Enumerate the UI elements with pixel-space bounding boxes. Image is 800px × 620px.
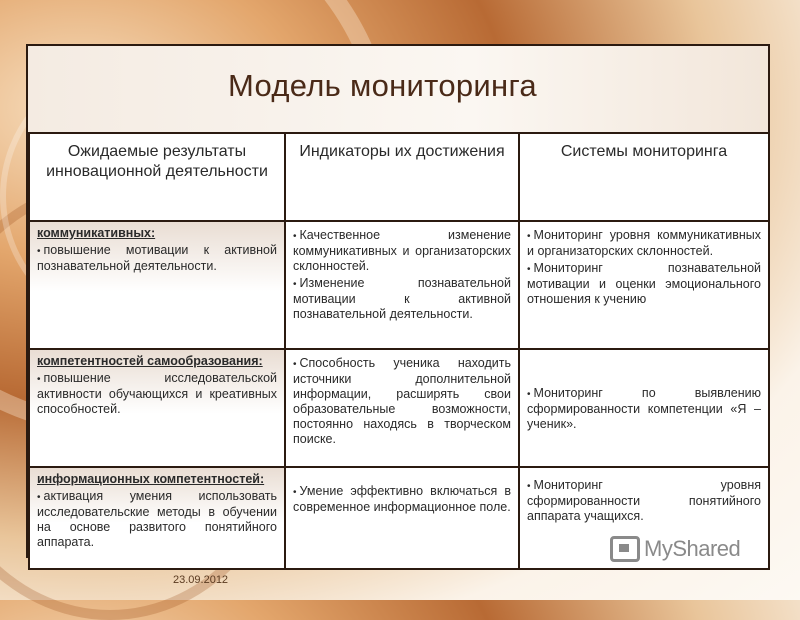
list-item: • Качественное изменение коммуникативных и организаторских склонностей. (293, 228, 511, 273)
list-item: • Мониторинг уровня коммуникативных и организаторских склонностей. (527, 228, 761, 258)
results-cell (29, 467, 285, 569)
bullet-icon: • (293, 487, 297, 498)
category-label: компетентностей самообразования: (37, 354, 263, 368)
indicators-cell (285, 349, 519, 467)
bullet-icon: • (293, 231, 297, 242)
header-indicators: Индикаторы их достижения (285, 133, 519, 221)
bullet-icon: • (527, 481, 531, 492)
monitoring-cell (519, 349, 769, 467)
category-label: коммуникативных: (37, 226, 156, 240)
title-bar (28, 46, 768, 132)
watermark-text: MyShared (644, 536, 741, 561)
list-item: • Способность ученика находить источники дополнительной информации, расширять свои образовательные возможности, постоянно находясь в творческом поиске. (293, 356, 511, 446)
bullet-icon: • (527, 389, 531, 400)
monitoring-table (28, 132, 770, 570)
list-item: • активация умения использовать исследовательские методы в обучении на основе развитого понятийного аппарата. (37, 489, 277, 549)
list-item: • Изменение познавательной мотивации к активной познавательной деятельности. (293, 276, 511, 321)
list-item: • повышение исследовательской активности обучающихся и креативных способностей. (37, 371, 277, 416)
bullet-icon: • (293, 359, 297, 370)
myshared-logo-icon (610, 536, 640, 562)
myshared-watermark (610, 536, 740, 562)
results-cell (29, 349, 285, 467)
list-item: • Мониторинг уровня сформированности понятийного аппарата учащихся. (527, 478, 761, 523)
slide-title: Модель мониторинга (228, 68, 537, 103)
bullet-icon: • (527, 231, 531, 242)
header-monitoring: Системы мониторинга (519, 133, 769, 221)
indicators-cell (285, 221, 519, 349)
bullet-icon: • (293, 279, 297, 290)
header-results: Ожидаемые результаты инновационной деятельности (29, 133, 285, 221)
table-row (29, 221, 769, 349)
list-item: • Мониторинг по выявлению сформированности компетенции «Я – ученик». (527, 386, 761, 431)
list-item: • повышение мотивации к активной познавательной деятельности. (37, 243, 277, 273)
monitoring-cell (519, 221, 769, 349)
bullet-icon: • (37, 246, 41, 257)
list-item: • Мониторинг познавательной мотивации и оценки эмоционального отношения к учению (527, 261, 761, 306)
bullet-icon: • (37, 492, 41, 503)
slide (26, 44, 770, 558)
list-item: • Умение эффективно включаться в современное информационное поле. (293, 484, 511, 514)
slide-date: 23.09.2012 (173, 574, 229, 586)
bullet-icon: • (527, 264, 531, 275)
indicators-cell (285, 467, 519, 569)
bullet-icon: • (37, 374, 41, 385)
results-cell (29, 221, 285, 349)
table-header-row (29, 133, 769, 221)
category-label: информационных компетентностей: (37, 472, 265, 486)
table-row (29, 349, 769, 467)
